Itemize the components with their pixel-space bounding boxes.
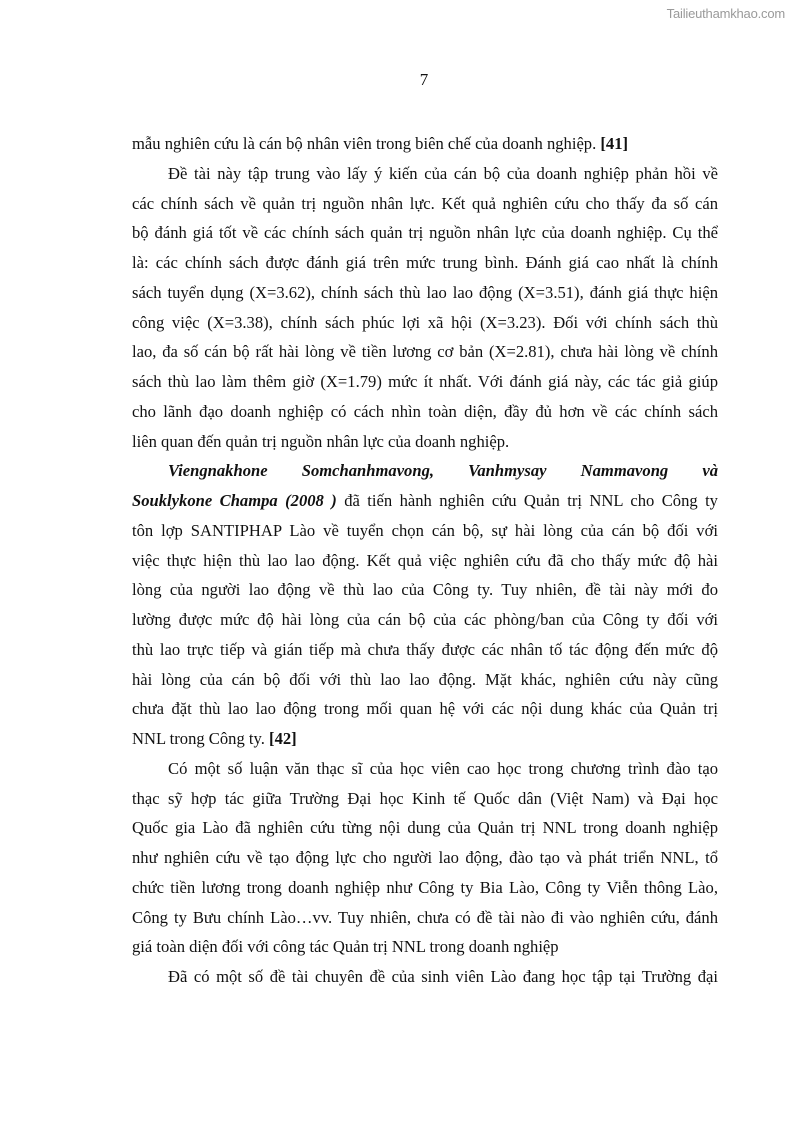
watermark: Tailieuthamkhao.com — [666, 6, 785, 21]
text-span: việc thực hiện thù lao lao động. Kết quả việc nghiên cứu đã cho thấy mức độ hài — [132, 550, 718, 570]
author-names: Souklykone Champa (2008 ) — [132, 491, 337, 510]
text-span: thạc sỹ hợp tác giữa Trường Đại học Kinh tế Quốc dân (Việt Nam) và Đại học — [132, 788, 718, 808]
text-span: như nghiên cứu về tạo động lực cho người lao động, đào tạo và phát triển NNL, tổ — [132, 848, 718, 867]
text-span: hài lòng của cán bộ đối với thù lao lao động. Mặt khác, nghiên cứu này cũng — [132, 669, 718, 689]
text-span: các chính sách về quản trị nguồn nhân lực. Kết quả nghiên cứu cho thấy đa số cán — [132, 193, 718, 213]
text-line — [132, 337, 718, 367]
text-line — [132, 129, 718, 159]
text-span: sách tuyển dụng (X=3.62), chính sách thù lao lao động (X=3.51), đánh giá thực hiện — [132, 282, 718, 302]
page-number: 7 — [419, 70, 429, 89]
text-line — [132, 516, 718, 546]
text-span: đã tiến hành nghiên cứu Quản trị NNL cho Công ty — [336, 491, 718, 510]
text-span: chưa đặt thù lao lao động trong mối quan hệ với các nội dung khác của Quản trị — [132, 699, 718, 719]
text-span: cho lãnh đạo doanh nghiệp có cách nhìn toàn diện, đầy đủ hơn về các chính sách — [132, 401, 718, 421]
text-span: liên quan đến quản trị nguồn nhân lực của doanh nghiệp. — [132, 431, 510, 451]
text-line — [132, 159, 718, 189]
citation: [42] — [269, 729, 297, 748]
text-line — [132, 575, 718, 605]
text-line — [132, 605, 718, 635]
text-span: giá toàn diện đối với công tác Quản trị NNL trong doanh nghiệp — [132, 937, 559, 957]
text-span: là: các chính sách được đánh giá trên mức trung bình. Đánh giá cao nhất là chính — [132, 253, 718, 272]
text-line — [132, 367, 718, 397]
text-line — [132, 724, 718, 754]
text-line — [132, 308, 718, 338]
text-span: sách thù lao làm thêm giờ (X=1.79) mức ít nhất. Với đánh giá này, các tác giả giúp — [132, 372, 718, 391]
text-line — [132, 694, 718, 724]
author-names: Viengnakhone Somchanhmavong, Vanhmysay Nammavong và — [168, 461, 718, 481]
text-line — [132, 754, 718, 784]
text-span: lao, đa số cán bộ rất hài lòng về tiền lương cơ bản (X=2.81), chưa hài lòng về chính — [132, 342, 718, 362]
text-line — [132, 248, 718, 278]
text-span: thù lao trực tiếp và gián tiếp mà chưa thấy được các nhân tố tác động đến mức độ — [132, 639, 718, 659]
text-line — [132, 456, 718, 486]
text-span: tôn lợp SANTIPHAP Lào về tuyển chọn cán bộ, sự hài lòng của cán bộ đối với — [132, 520, 718, 540]
text-line — [132, 278, 718, 308]
text-span: chức tiền lương trong doanh nghiệp như Công ty Bia Lào, Công ty Viễn thông Lào, — [132, 877, 718, 897]
text-line — [132, 218, 718, 248]
text-span: mẫu nghiên cứu là cán bộ nhân viên trong biên chế của doanh nghiệp. — [132, 134, 601, 153]
body-text — [132, 129, 718, 992]
text-span: Quốc gia Lào đã nghiên cứu từng nội dung của Quản trị NNL trong doanh nghiệp — [132, 818, 718, 838]
text-line — [132, 903, 718, 933]
text-span: lòng của người lao động về thù lao của Công ty. Tuy nhiên, đề tài này mới đo — [132, 580, 718, 600]
text-line — [132, 784, 718, 814]
text-line — [132, 665, 718, 695]
text-line — [132, 962, 718, 992]
text-span: bộ đánh giá tốt về các chính sách quản trị nguồn nhân lực của doanh nghiệp. Cụ thể — [132, 223, 718, 243]
citation: [41] — [600, 134, 629, 153]
text-line — [132, 427, 718, 457]
text-line — [132, 932, 718, 962]
text-span: Có một số luận văn thạc sĩ của học viên cao học trong chương trình đào tạo — [168, 758, 718, 778]
text-line — [132, 635, 718, 665]
text-line — [132, 189, 718, 219]
text-line — [132, 843, 718, 873]
text-line — [132, 873, 718, 903]
text-line — [132, 486, 718, 516]
text-line — [132, 546, 718, 576]
text-span: Công ty Bưu chính Lào…vv. Tuy nhiên, chưa có đề tài nào đi vào nghiên cứu, đánh — [132, 907, 718, 927]
text-span: lường được mức độ hài lòng của cán bộ của các phòng/ban của Công ty đối với — [132, 610, 718, 629]
text-span: Đã có một số đề tài chuyên đề của sinh viên Lào đang học tập tại Trường đại — [168, 967, 718, 986]
text-span: công việc (X=3.38), chính sách phúc lợi xã hội (X=3.23). Đối với chính sách thù — [132, 312, 718, 332]
text-line — [132, 813, 718, 843]
text-line — [132, 397, 718, 427]
text-span: Đề tài này tập trung vào lấy ý kiến của cán bộ của doanh nghiệp phản hồi về — [168, 163, 718, 183]
text-span: NNL trong Công ty. — [132, 729, 270, 748]
